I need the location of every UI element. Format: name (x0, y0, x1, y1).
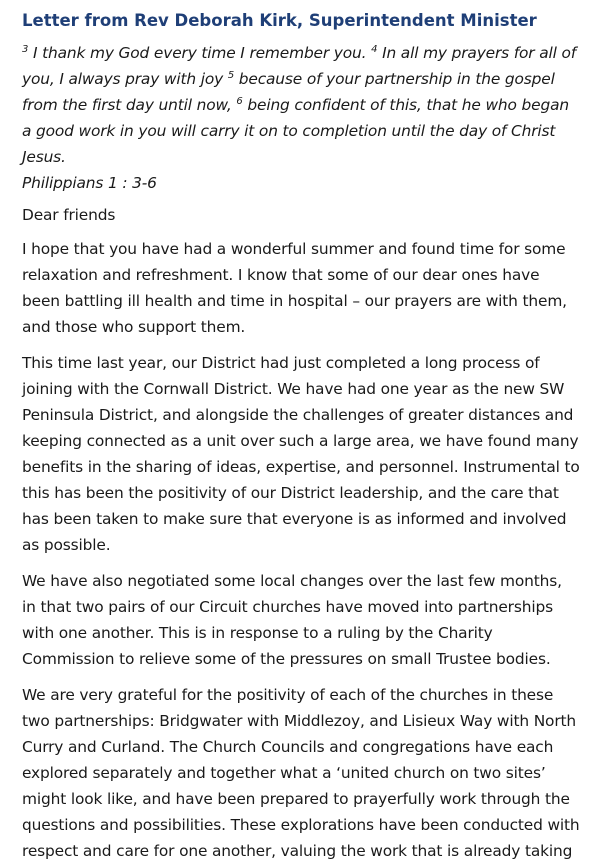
letter-title: Letter from Rev Deborah Kirk, Superintendent Minister (22, 11, 537, 30)
verse-text-6: being confident of this, that he who began a good work in you will carry it on to completion until the day of Christ Jesus. (22, 96, 569, 166)
paragraph: We are very grateful for the positivity of each of the churches in these two partnerships: Bridgwater with Middlezoy, and Lisieux Way with North Curry and Curland. The Church Councils and congregations have each explored separately and together what a ‘united church on two sites’ might look like, and have been prepared to prayerfully work through the questions and possibilities. These explorations have been conducted with respect and care for one another, valuing the work that is already taking (22, 686, 580, 860)
scripture-quote (22, 40, 580, 196)
verse-number-5: 5 (227, 70, 235, 81)
paragraph: We have also negotiated some local changes over the last few months, in that two pairs of our Circuit churches have moved into partnerships with one another. This is in response to a ruling by the Charity Commission to relieve some of the pressures on small Trustee bodies. (22, 572, 562, 668)
verse-text-4: In all my prayers for all of you, I always pray with joy (22, 44, 577, 88)
verse-text-5: because of your partnership in the gospel from the first day until now, (22, 70, 555, 114)
verse-number-6: 6 (236, 96, 243, 107)
verse-number-4: 4 (371, 44, 378, 55)
paragraph: I hope that you have had a wonderful summer and found time for some relaxation and refreshment. I know that some of our dear ones have been battling ill health and time in hospital – our prayers are with them, and those who support them. (22, 240, 567, 336)
greeting: Dear friends (22, 206, 116, 224)
paragraph: This time last year, our District had just completed a long process of joining with the Cornwall District. We have had one year as the new SW Peninsula District, and alongside the challenges of greater distances and keeping connected as a unit over such a large area, we have found many benefits in the sharing of ideas, expertise, and personnel. Instrumental to this has been the positivity of our District leadership, and the care that has been taken to make sure that everyone is as informed and involved as possible. (22, 354, 580, 554)
scripture-reference: Philippians 1 : 3-6 (22, 174, 157, 192)
verse-number-3: 3 (22, 44, 29, 55)
verse-text-3: I thank my God every time I remember you. (28, 44, 372, 62)
